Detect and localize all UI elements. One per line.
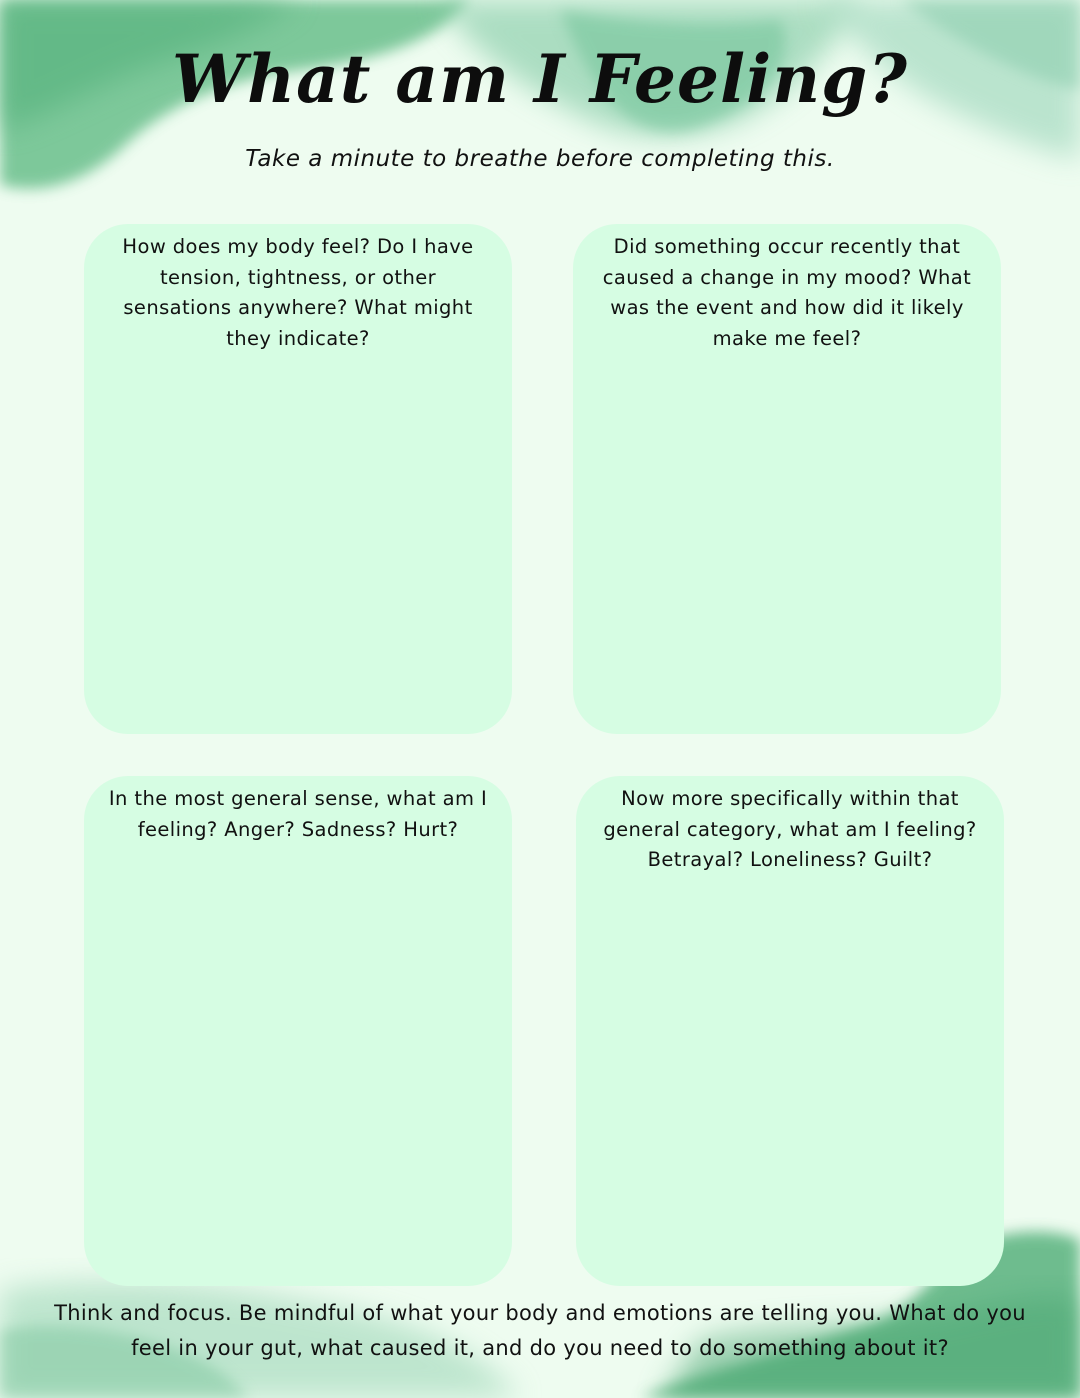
box-prompt: Did something occur recently that caused a change in my mood? What was the event and how did it likely make me feel?: [602, 235, 972, 350]
footer-instructions: Think and focus. Be mindful of what your body and emotions are telling you. What do you feel in your gut, what caused it, and do you need to do something about it?: [54, 1301, 1026, 1360]
page-subtitle: Take a minute to breathe before completing this.: [245, 146, 835, 172]
box-prompt: Now more specifically within that general category, what am I feeling? Betrayal? Loneliness? Guilt?: [603, 787, 977, 871]
page-title: What am I Feeling?: [172, 40, 908, 118]
box-prompt: In the most general sense, what am I feeling? Anger? Sadness? Hurt?: [108, 787, 488, 841]
journal-box-specific-feeling[interactable]: [576, 776, 1004, 1286]
box-prompt: How does my body feel? Do I have tension, tightness, or other sensations anywhere? What might they indicate?: [122, 235, 474, 350]
journal-box-body-feeling[interactable]: [84, 224, 512, 734]
journal-box-general-feeling[interactable]: [84, 776, 512, 1286]
journal-box-recent-event[interactable]: [573, 224, 1001, 734]
